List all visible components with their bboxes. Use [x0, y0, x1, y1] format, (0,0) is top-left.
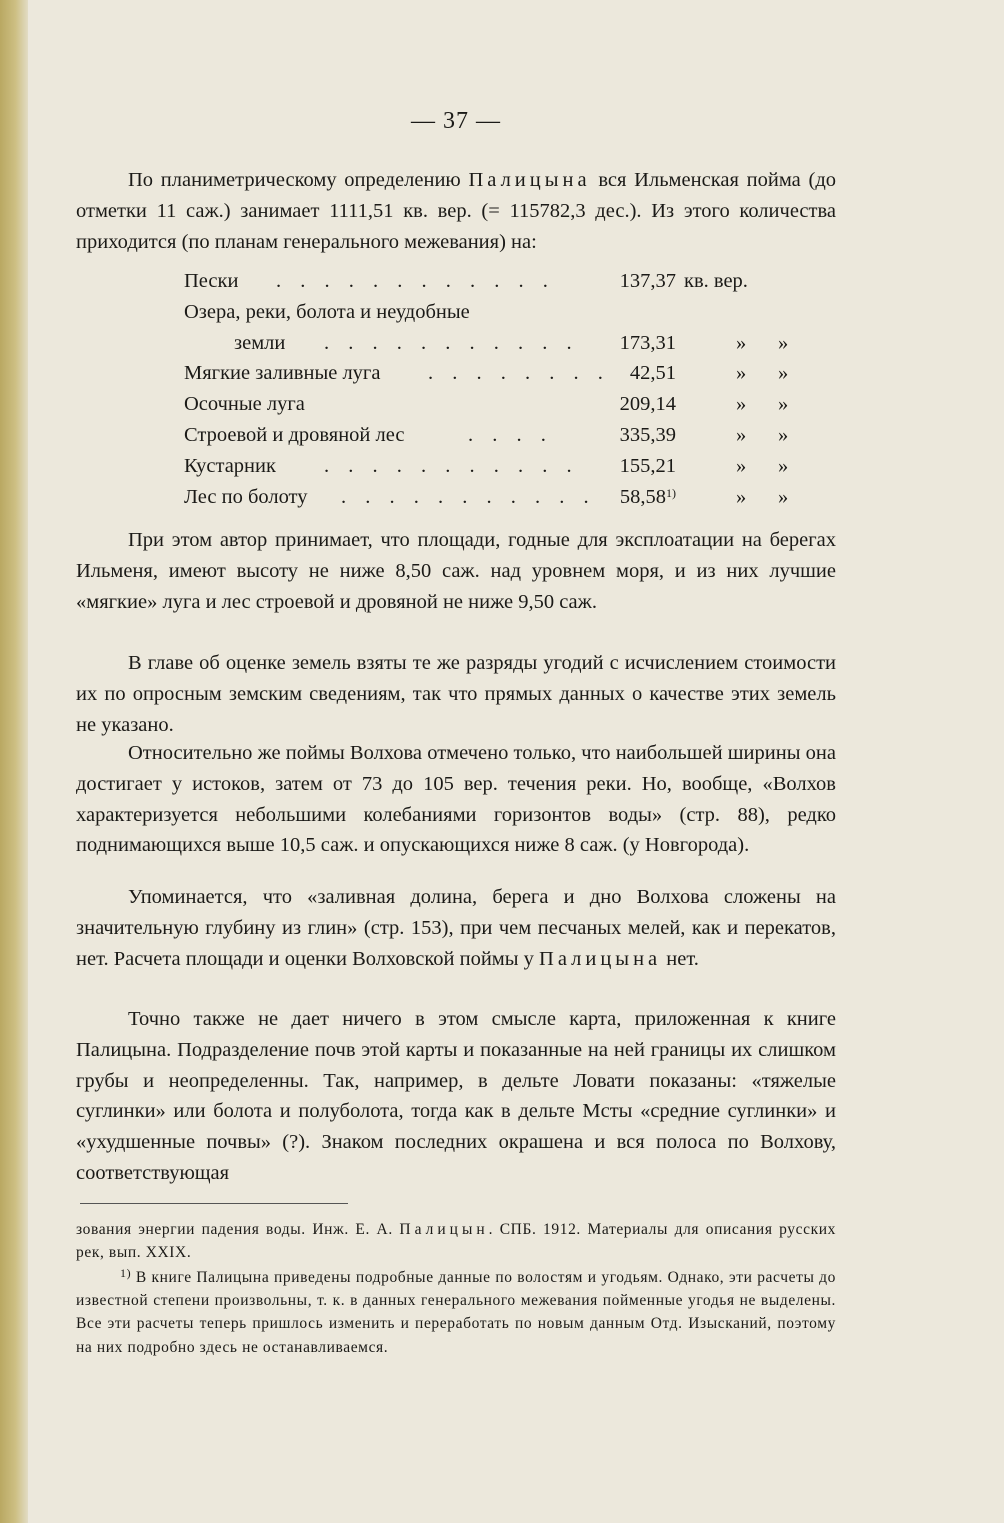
row-label: земли	[234, 331, 286, 354]
book-spine-edge	[0, 0, 28, 1523]
leader-dots: . . . . . . . .	[428, 362, 610, 385]
footnote-ref: 1)	[666, 485, 676, 500]
table-row	[76, 297, 836, 328]
row-value	[620, 482, 676, 513]
ditto-mark: »	[778, 331, 789, 354]
ditto-mark: »	[736, 485, 747, 508]
row-label: Озера, реки, болота и неудобные	[184, 300, 470, 323]
row-label: Пески	[184, 270, 239, 292]
author-name-spaced: Палицына	[468, 169, 591, 191]
paragraph-1	[76, 165, 836, 257]
land-area-table	[76, 266, 836, 512]
row-label: Мягкие заливные луга	[184, 362, 381, 385]
footnote-text: В книге Палицына приведены подробные данные по волостям и угодьям. Однако, эти расчеты до известной степени произвольны, т. к. в данных генерального межевания пойменные угодья не выделены. Все эти расчеты теперь пришлось изменить и переработать по новым данным Отд. Изысканий, поэтому на них подробно здесь не останавливаемся.	[76, 1269, 836, 1356]
table-row	[76, 482, 836, 513]
footnote-text-end: . СПБ. 1912. Материалы для описания русских рек, вып. XXIX.	[76, 1221, 836, 1262]
leader-dots: . . . .	[468, 423, 553, 446]
paragraph-3: В главе об оценке земель взяты те же разряды угодий с исчислением стоимости их по опросным земским сведениям, так что прямых данных о качестве этих земель не указано.	[76, 652, 836, 736]
table-row	[76, 358, 836, 389]
ditto-mark: »	[778, 393, 789, 416]
footnote-continued	[76, 1218, 836, 1264]
row-unit: кв. вер.	[684, 270, 748, 292]
row-value: 335,39	[619, 423, 676, 446]
ditto-mark: »	[778, 454, 789, 477]
ditto-mark: »	[736, 393, 747, 416]
row-value: 42,51	[629, 362, 676, 385]
row-label: Кустарник	[184, 454, 276, 477]
row-value: 173,31	[619, 331, 676, 354]
row-value: 155,21	[619, 454, 676, 477]
paragraph-5-text-start: Упоминается, что «заливная долина, берега и дно Волхова сложены на значительную глубину из глин» (стр. 153), при чем песчаных мелей, как и перекатов, нет. Расчета площади и оценки Волховской поймы у	[76, 886, 836, 970]
footnote-text-start: зования энергии падения воды. Инж. Е. А.	[76, 1221, 400, 1238]
leader-dots: . . . . . . . . . . .	[324, 454, 579, 477]
ditto-mark: »	[736, 423, 747, 446]
ditto-mark: »	[778, 423, 789, 446]
leader-dots: . . . . . . . . . . . .	[276, 270, 555, 292]
paragraph-5-text-end: нет.	[661, 947, 699, 970]
page-number: — 37 —	[411, 108, 501, 134]
leader-dots: . . . . . . . . . . .	[324, 331, 579, 354]
paragraph-1-text-start: По планиметрическому определению	[128, 169, 469, 191]
ditto-mark: »	[778, 485, 789, 508]
paragraph-2: При этом автор принимает, что площади, годные для эксплоатации на берегах Ильменя, имеют высоту не ниже 8,50 саж. над уровнем моря, и из них лучшие «мягкие» луга и лес строевой и дровяной не ниже 9,50 саж.	[76, 529, 836, 613]
table-row	[76, 389, 836, 420]
row-value-number: 58,58	[619, 485, 666, 508]
paragraph-1-text-end: вся Ильменская пойма (до отметки 11 саж.) занимает 1111,51 кв. вер. (= 115782,3 дес.). Из этого количества приходится (по планам генерального межевания) на:	[76, 169, 837, 253]
leader-dots: . . . . . . . . . . .	[341, 485, 596, 508]
paragraph-5	[76, 882, 836, 974]
paragraph-4: Относительно же поймы Волхова отмечено только, что наибольшей ширины она достигает у истоков, затем от 73 до 105 вер. течения реки. Но, вообще, «Волхов характеризуется небольшими колебаниями горизонтов воды» (стр. 88), редко поднимающихся выше 10,5 саж. и опускающихся ниже 8 саж. (у Новгорода).	[76, 742, 836, 857]
ditto-mark: »	[778, 362, 789, 385]
table-row	[76, 266, 836, 297]
table-row	[76, 328, 836, 359]
row-value: 209,14	[619, 393, 676, 416]
footnote-mark: 1)	[120, 1266, 132, 1280]
ditto-mark: »	[736, 362, 747, 385]
row-value: 137,37	[619, 270, 676, 292]
footnote-1	[76, 1266, 836, 1359]
footnote-separator	[80, 1203, 348, 1204]
author-name-spaced: Палицын	[399, 1221, 489, 1238]
paragraph-6: Точно также не дает ничего в этом смысле карта, приложенная к книге Палицына. Подразделение почв этой карты и показанные на ней границы их слишком грубы и неопределенны. Так, например, в дельте Ловати показаны: «тяжелые суглинки» или болота и полуболота, тогда как в дельте Мсты «средние суглинки» и «ухудшенные почвы» (?). Знаком последних окрашена и вся полоса по Волхову, соответствующая	[76, 1008, 836, 1184]
row-label: Лес по болоту	[184, 485, 308, 508]
row-label: Осочные луга	[184, 393, 305, 416]
table-row	[76, 420, 836, 451]
row-label: Строевой и дровяной лес	[184, 423, 405, 446]
table-row	[76, 451, 836, 482]
ditto-mark: »	[736, 331, 747, 354]
ditto-mark: »	[736, 454, 747, 477]
author-name-spaced: Палицына	[539, 947, 662, 970]
